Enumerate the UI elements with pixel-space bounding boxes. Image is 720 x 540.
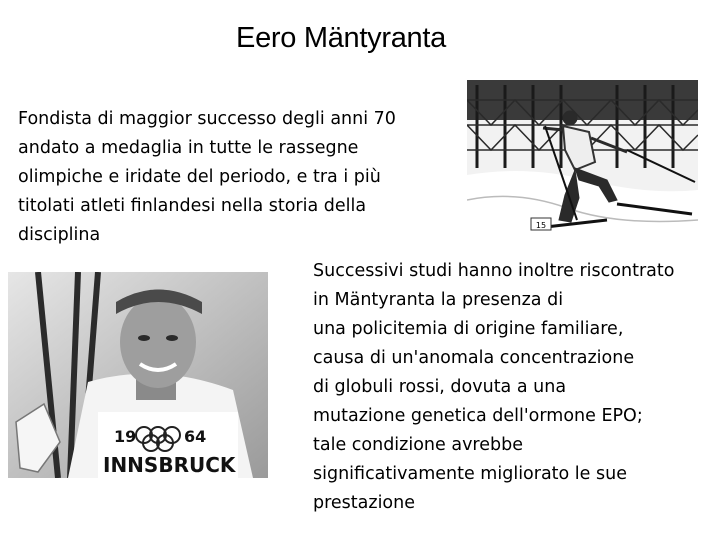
detail-line: mutazione genetica dell'ormone EPO; xyxy=(313,406,643,426)
detail-line: causa di un'anomala concentrazione xyxy=(313,348,635,368)
portrait-photo-graphic xyxy=(8,272,268,478)
intro-line: Fondista di maggior successo degli anni 70 xyxy=(18,109,396,129)
intro-line: disciplina xyxy=(18,225,101,245)
detail-line: significativamente migliorato le sue xyxy=(313,464,627,484)
portrait-bib-place: INNSBRUCK xyxy=(103,453,236,477)
intro-line: andato a medaglia in tutte le rassegne xyxy=(18,138,359,158)
intro-line: olimpiche e iridate del periodo, e tra i più xyxy=(18,167,381,187)
intro-line: titolati atleti finlandesi nella storia della xyxy=(18,196,367,216)
portrait-photo xyxy=(8,272,268,478)
detail-line: prestazione xyxy=(313,493,416,513)
detail-paragraph xyxy=(313,257,674,518)
intro-paragraph xyxy=(18,105,396,250)
detail-line: di globuli rossi, dovuta a una xyxy=(313,377,567,397)
slide-title: Eero Mäntyranta xyxy=(236,22,446,54)
detail-line: tale condizione avrebbe xyxy=(313,435,523,455)
skier-photo-graphic xyxy=(467,80,698,232)
detail-line: in Mäntyranta la presenza di xyxy=(313,290,564,310)
detail-line: una policitemia di origine familiare, xyxy=(313,319,624,339)
detail-line: Successivi studi hanno inoltre riscontrato xyxy=(313,261,675,281)
skier-photo xyxy=(467,80,698,232)
portrait-bib-year-right: 64 xyxy=(184,427,207,446)
portrait-bib-year-left: 19 xyxy=(114,427,137,446)
skier-bib-number: 15 xyxy=(535,221,547,230)
